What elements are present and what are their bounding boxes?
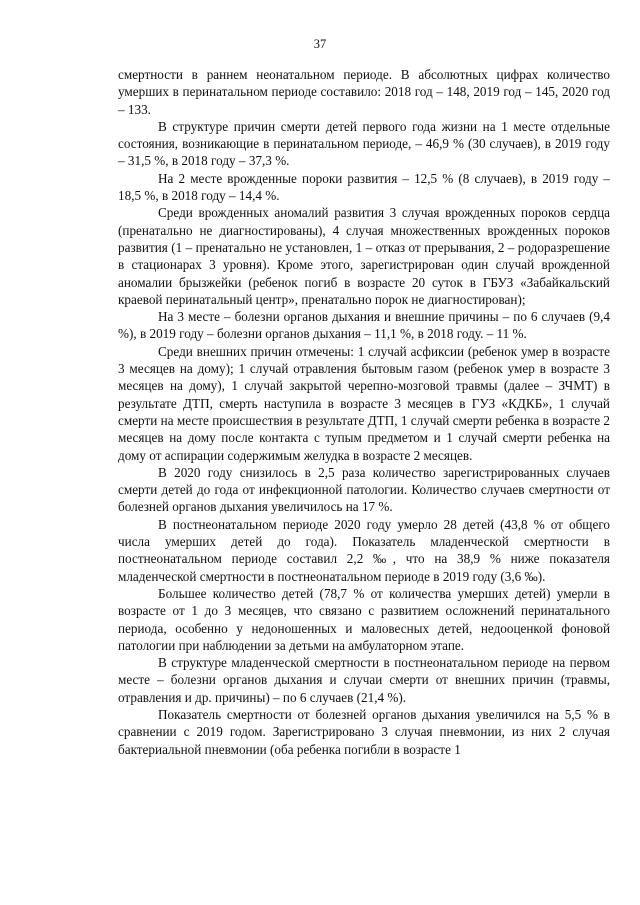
paragraph-5: На 3 месте – болезни органов дыхания и внешние причины – по 6 случаев (9,4 %), в 2019 году – болезни органов дыхания – 11,1 %, в 2018 году. – 11 %. — [118, 309, 610, 342]
page-number: 37 — [313, 37, 327, 51]
paragraph-8: В постнеонатальном периоде 2020 году умерло 28 детей (43,8 % от общего числа умерших детей до года). Показатель младенческой смертности в постнеонатальном периоде составил 2,2 ‰, что на 38,9 % ниже показателя младенческой смертности в постнеонатальном периоде в 2019 году (3,6 ‰). — [118, 516, 610, 584]
paragraph-9: Большее количество детей (78,7 % от количества умерших детей) умерли в возрасте от 1 до 3 месяцев, что связано с развитием осложнений перинатального периода, особенно у недоношенных и маловесных детей, недооценкой фоновой патологии при наблюдении за детьми на амбулаторном этапе. — [118, 585, 610, 653]
paragraph-6: Среди внешних причин отмечены: 1 случай асфиксии (ребенок умер в возрасте 3 месяцев на дому); 1 случай отравления бытовым газом (ребенок умер в возрасте 3 месяцев на дому), 1 случай закрытой черепно-мозговой травмы (далее – ЗЧМТ) в результате ДТП, смерть наступила в возрасте 3 месяцев в ГУЗ «КДКБ», 1 случай смерти на месте происшествия в результате ДТП, 1 случай смерти ребенка в возрасте 2 месяцев на дому после контакта с тупым предметом и 1 случай смерти ребенка на дому от аспирации содержимым желудка в возрасте 2 месяцев. — [118, 343, 610, 463]
paragraph-10: В структуре младенческой смертности в постнеонатальном периоде на первом месте – болезни органов дыхания и случаи смерти от внешних причин (травмы, отравления и др. причины) – по 6 случаев (21,4 %). — [118, 655, 610, 705]
paragraph-11: Показатель смертности от болезней органов дыхания увеличился на 5,5 % в сравнении с 2019 годом. Зарегистрировано 3 случая пневмонии, из них 2 случая бактериальной пневмонии (оба ребенка погибли в возрасте 1 — [118, 706, 610, 757]
paragraph-7: В 2020 году снизилось в 2,5 раза количество зарегистрированных случаев смерти детей до года от инфекционной патологии. Количество случаев смертности от болезней органов дыхания увеличилось на 17 %. — [118, 464, 610, 515]
paragraph-3: На 2 месте врожденные пороки развития – 12,5 % (8 случаев), в 2019 году – 18,5 %, в 2018 году – 14,4 %. — [118, 170, 610, 204]
paragraph-4: Среди врожденных аномалий развития 3 случая врожденных пороков сердца (пренатально не диагностированы), 4 случая множественных врожденных пороков развития (1 – пренатально не установлен, 1 – отказ от прерывания, 2 – родоразрешение в стационарах 3 уровня). Кроме этого, зарегистрирован один случай врожденной аномалии брызжейки (ребенок погиб в возрасте 20 суток в ГБУЗ «Забайкальский краевой перинатальный центр», пренатально порок не диагностирован); — [118, 205, 610, 307]
paragraph-1: смертности в раннем неонатальном периоде. В абсолютных цифрах количество умерших в перинатальном периоде составило: 2018 год – 148, 2019 год – 145, 2020 год – 133. — [118, 67, 610, 117]
paragraph-2: В структуре причин смерти детей первого года жизни на 1 месте отдельные состояния, возникающие в перинатальном периоде, – 46,9 % (30 случаев), в 2019 году – 31,5 %, в 2018 году – 37,3 %. — [118, 118, 610, 169]
body-text — [118, 66, 610, 758]
